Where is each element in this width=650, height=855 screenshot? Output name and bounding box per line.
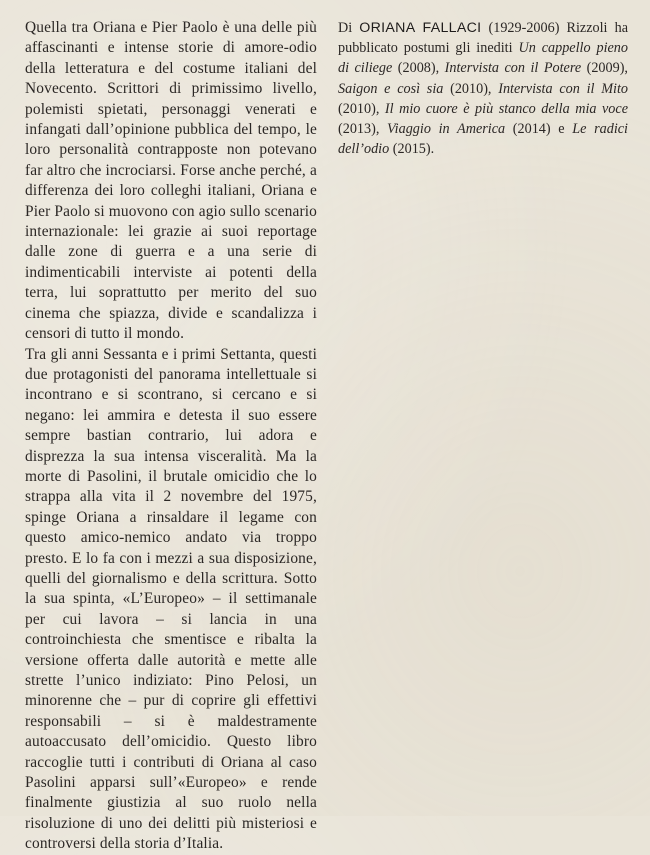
synopsis-paragraph-2: Tra gli anni Sessanta e i primi Settanta, questi due protagonisti del panorama intellettuale si incontrano e si scontrano, si cercano e si negano: lei ammira e detesta il suo essere sempre bastian contrario, lui adora e disprezza la sua intensa visceralità. Ma la morte di Pasolini, il brutale omicidio che lo strappa alla vita il 2 novembre del 1975, spinge Oriana a rinsaldare il legame con questo amico-nemico andato via troppo presto. E lo fa con i mezzi a sua disposizione, quelli del giornalismo e della scrittura. Sotto la sua spinta, «L’Europeo» – il settimanale per cui lavora – si lancia in una controinchiesta che smentisce e ribalta la versione offerta dalle autorità e mette alle strette l’unico indiziato: Pino Pelosi, un minorenne che – pur di coprire gli effettivi responsabili – si è maldestramente autoaccusato dell’omicidio. Questo libro raccoglie tutti i contributi di Oriana al caso Pasolini apparsi sull’«Europeo» e rende finalmente giustizia al suo ruolo nella risoluzione di uno dei delitti più misteriosi e controversi della storia d’Italia. <box>25 345 317 853</box>
work-title: Intervista con il Mito <box>498 80 628 97</box>
work-year: (2010), <box>338 100 385 117</box>
work-title: Le radici dell’odio <box>338 121 628 158</box>
work-year: (2015). <box>389 141 435 158</box>
work-title: Intervista con il Potere <box>444 60 582 77</box>
work-title: Il mio cuore è più stanco della mia voce <box>384 100 628 117</box>
work-year: (2009), <box>581 60 628 77</box>
synopsis-column <box>25 18 317 855</box>
work-year: (2010), <box>443 80 499 97</box>
work-year: (2014) e <box>505 121 573 138</box>
synopsis-paragraph-1: Quella tra Oriana e Pier Paolo è una delle più affascinanti e intense storie di amore-odio della letteratura e del costume italiani del Novecento. Scrittori di primissimo livello, polemisti spietati, personaggi venerati e infangati dall’opinione pubblica del tempo, le loro personalità contrapposte non potevano far altro che incrociarsi. Forse anche perché, a differenza dei loro colleghi italiani, Oriana e Pier Paolo si muovono con agio sullo scenario internazionale: lei grazie ai suoi reportage dalle zone di guerra e a una serie di indimenticabili interviste ai potenti della terra, lui soprattutto per merito del suo cinema che spiazza, divide e scandalizza i censori di tutto il mondo. <box>25 19 317 343</box>
work-year: (2013), <box>338 121 388 138</box>
bio-lifespan-publisher: (1929-2006) Rizzoli ha pubblicato postumi gli inediti <box>338 20 628 57</box>
author-bio <box>338 18 628 159</box>
work-year: (2008), <box>392 60 445 77</box>
work-title: Saigon e così sia <box>338 80 444 97</box>
author-name: ORIANA FALLACI <box>359 20 482 36</box>
work-title: Viaggio in America <box>387 121 506 138</box>
author-bio-column <box>338 18 628 159</box>
bio-prefix: Di <box>338 20 360 36</box>
work-title: Un cappello pieno di ciliege <box>338 40 628 77</box>
